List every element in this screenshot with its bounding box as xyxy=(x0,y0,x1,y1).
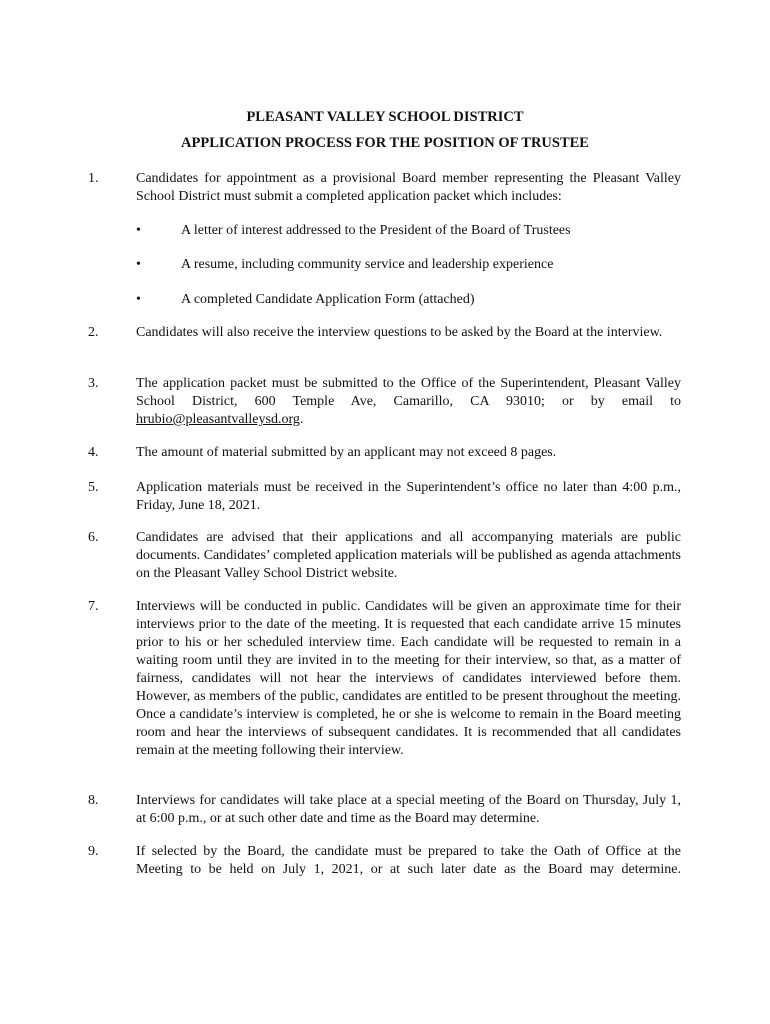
item-text: Interviews will be conducted in public. Candidates will be given an approximate time for their interviews prior to the date of the meeting. It is requested that each candidate arrive 15 minutes prior to his or her scheduled interview time. Each candidate will be requested to remain in a waiting room until they are invited in to the meeting for their interview, so that, as a matter of fairness, candidates will not hear the interviews of candidates interviewed before them. However, as members of the public, candidates are entitled to be present throughout the meeting. Once a candidate’s interview is completed, he or she is welcome to remain in the Board meeting room and hear the interviews of subsequent candidates. It is recommended that all candidates remain at the meeting following their interview. xyxy=(136,599,681,758)
item-number: 3. xyxy=(88,376,99,391)
item-text: If selected by the Board, the candidate must be prepared to take the Oath of Office at the Meeting to be held on July 1, 2021, or at such later date as the Board may determine. xyxy=(136,844,681,877)
item-text: Interviews for candidates will take place at a special meeting of the Board on Thursday, July 1, at 6:00 p.m., or at such other date and time as the Board may determine. xyxy=(136,793,681,826)
item-text: Candidates will also receive the interview questions to be asked by the Board at the interview. xyxy=(136,325,663,340)
item-number: 5. xyxy=(88,480,99,495)
email-link[interactable]: hrubio@pleasantvalleysd.org xyxy=(136,412,300,427)
item-number: 9. xyxy=(88,844,99,859)
bullet-text: A resume, including community service and leadership experience xyxy=(181,257,554,272)
item-text xyxy=(136,375,681,429)
item-number: 2. xyxy=(88,325,99,340)
bullet-icon: • xyxy=(136,292,141,307)
document-title: APPLICATION PROCESS FOR THE POSITION OF TRUSTEE xyxy=(181,135,589,151)
item-text-part: . xyxy=(299,412,304,427)
bullet-icon: • xyxy=(136,223,141,238)
bullet-text: A letter of interest addressed to the President of the Board of Trustees xyxy=(181,223,571,238)
item-text: Candidates for appointment as a provisional Board member representing the Pleasant Valley School District must submit a completed application packet which includes: xyxy=(136,171,681,204)
item-number: 1. xyxy=(88,171,99,186)
item-number: 6. xyxy=(88,530,99,545)
item-number: 4. xyxy=(88,445,99,460)
district-title: PLEASANT VALLEY SCHOOL DISTRICT xyxy=(246,109,524,125)
item-text-part: The application packet must be submitted to the Office of the Superintendent, Pleasant Valley School District, 600 Temple Ave, Camarillo, CA 93010; or by email to xyxy=(136,376,681,409)
item-text: The amount of material submitted by an applicant may not exceed 8 pages. xyxy=(136,445,557,460)
item-text: Candidates are advised that their applications and all accompanying materials are public documents. Candidates’ completed application materials will be published as agenda attachments on the Pleasant Valley School District website. xyxy=(136,530,681,581)
item-number: 7. xyxy=(88,599,99,614)
bullet-text: A completed Candidate Application Form (attached) xyxy=(181,292,475,307)
bullet-icon: • xyxy=(136,257,141,272)
item-text: Application materials must be received in the Superintendent’s office no later than 4:00 p.m., Friday, June 18, 2021. xyxy=(136,480,681,513)
item-number: 8. xyxy=(88,793,99,808)
